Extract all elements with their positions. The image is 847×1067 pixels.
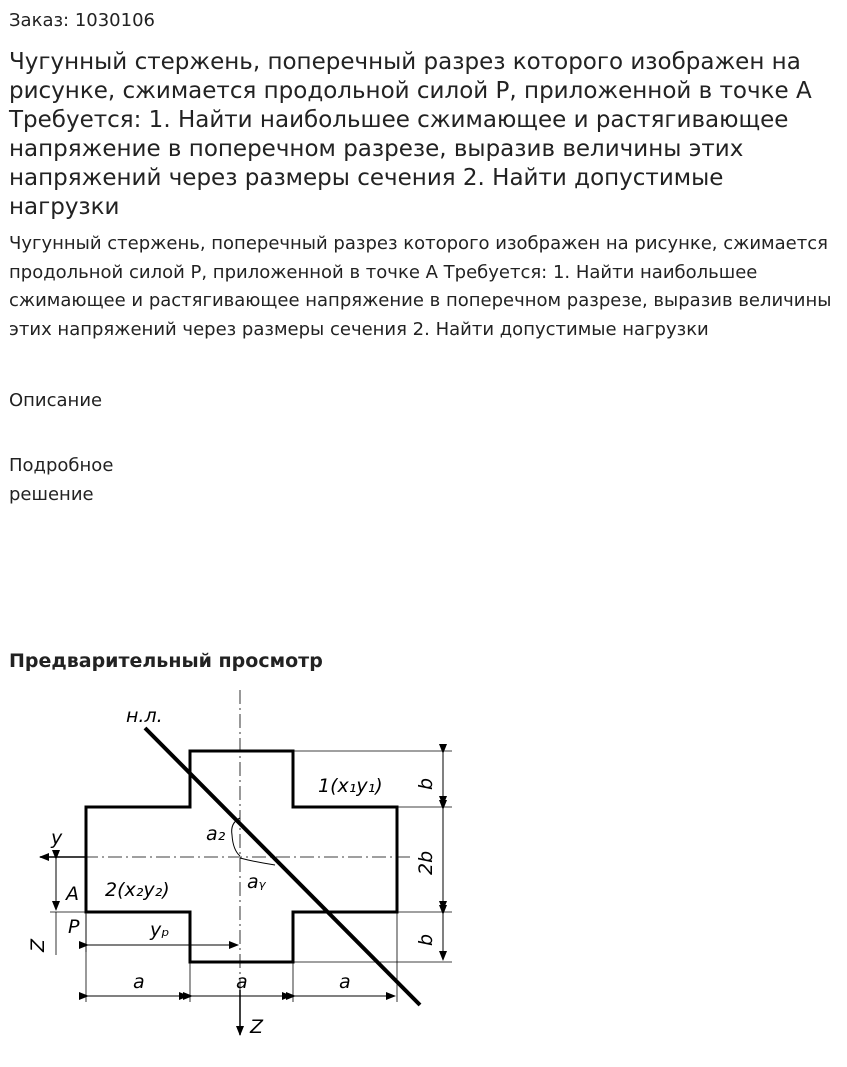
- description-label: Описание: [9, 390, 103, 411]
- label-2b: 2b: [415, 850, 437, 875]
- label-point2: 2(x₂y₂): [105, 879, 170, 901]
- label-b-top: b: [415, 777, 437, 790]
- page-title: Чугунный стержень, поперечный разрез которого изображен на рисунке, сжимается продольной силой P, приложенной в точке A Требуется: 1. Найти наибольшее сжимающее и растягивающее напряжение в поперечном разрезе, выразив величины этих напряжений через размеры сечения 2. Найти допустимые нагрузки: [9, 49, 812, 220]
- label-a2: a₂: [206, 823, 226, 845]
- label-y-axis: y: [51, 827, 63, 849]
- label-A: A: [66, 883, 79, 905]
- label-yp: yₚ: [150, 919, 170, 941]
- label-a-mid: a: [236, 971, 248, 993]
- solution-label: Подробное решение: [9, 455, 114, 505]
- label-point1: 1(x₁y₁): [318, 775, 383, 797]
- label-z-left: Z: [27, 938, 49, 952]
- label-a-right: a: [339, 971, 351, 993]
- description-text: Чугунный стержень, поперечный разрез которого изображен на рисунке, сжимается продольной силой P, приложенной в точке A Требуется: 1. Найти наибольшее сжимающее и растягивающее напряжение в поперечном разрезе, выразив величины этих напряжений через размеры сечения 2. Найти допустимые нагрузки: [9, 233, 832, 340]
- order-number: Заказ: 1030106: [9, 10, 155, 31]
- label-neutral-line: н.л.: [126, 705, 163, 727]
- preview-title: Предварительный просмотр: [9, 650, 323, 672]
- label-z-bottom: Z: [250, 1016, 264, 1038]
- cross-section-drawing: [0, 690, 847, 1063]
- label-ay: aᵧ: [247, 871, 266, 893]
- label-P: P: [68, 916, 80, 938]
- cross-section-figure: [0, 690, 847, 1063]
- label-a-left: a: [133, 971, 145, 993]
- label-b-bottom: b: [415, 933, 437, 946]
